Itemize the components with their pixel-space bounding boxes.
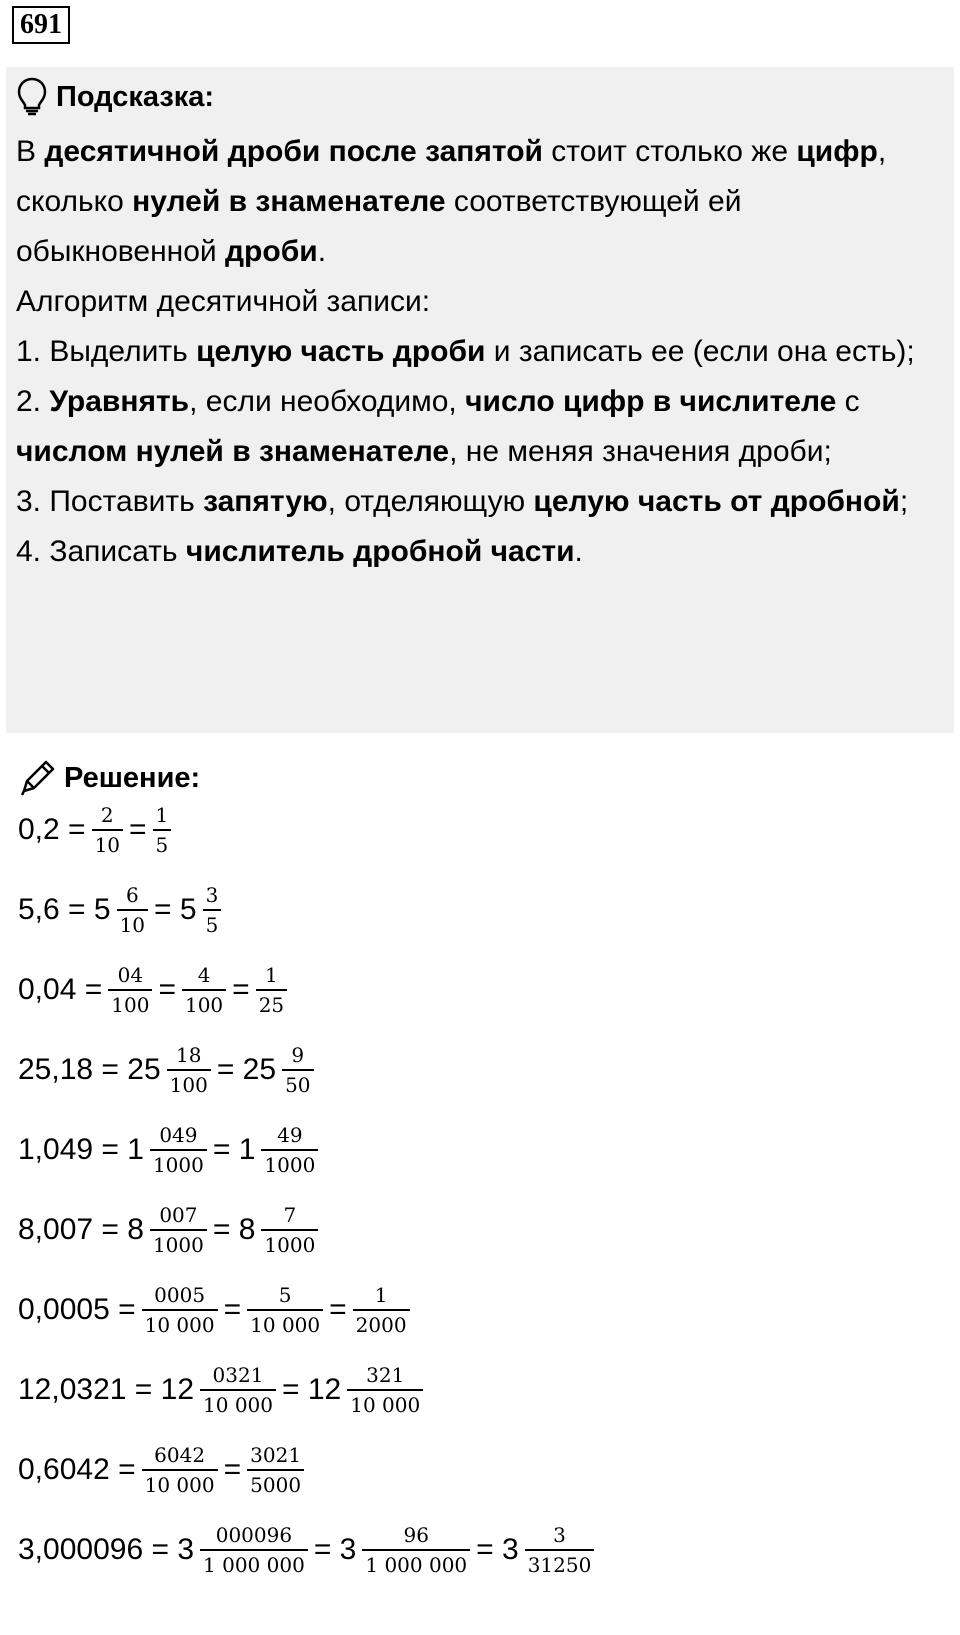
hint-paragraph [16,127,944,277]
fraction [200,1523,308,1577]
fraction-denominator: 10 000 [142,1309,218,1337]
fraction [142,1443,218,1497]
fraction-numerator: 3 [553,1523,566,1547]
hint-text-segment: ; [899,485,909,518]
fraction-numerator: 04 [117,963,144,987]
fraction-denominator: 1 000 000 [200,1549,308,1577]
hint-bold-text: числом нулей в знаменателе [16,435,450,468]
fraction-numerator: 1 [265,963,278,987]
equation-text: = 3 [476,1533,519,1566]
equation-text: 0,6042 = [18,1453,136,1486]
fraction-denominator: 1 000 000 [362,1549,470,1577]
fraction-denominator: 1000 [150,1229,207,1257]
equation-row [16,1355,427,1425]
fraction [353,1283,410,1337]
hint-bold-text: десятичной дроби после запятой [44,135,543,168]
hint-text-segment: 1. Выделить [16,335,197,368]
hint-bold-text: Уравнять [49,385,190,418]
hint-paragraph [16,477,944,527]
fraction-numerator: 049 [159,1123,198,1147]
fraction-denominator: 100 [167,1069,211,1097]
equation-row [16,1115,322,1185]
equation-text: = 3 [313,1533,357,1566]
fraction-numerator: 1 [374,1283,388,1307]
hint-text-segment: стоит столько же [542,135,797,168]
fraction [282,1043,313,1097]
equation-text: 12,0321 = 12 [18,1373,195,1406]
fraction-denominator: 10 [92,829,123,857]
fraction-numerator: 9 [291,1043,305,1067]
hint-text-segment: В [16,135,45,168]
fraction [525,1523,595,1577]
fraction-denominator: 10 000 [200,1389,276,1417]
equation-text: = [129,813,147,846]
hint-text-segment: 4. Записать [16,535,186,568]
equation-text: 0,0005 = [18,1293,136,1326]
fraction-numerator: 2 [100,803,114,827]
fraction [362,1523,470,1577]
equation-row [16,1435,308,1505]
fraction-denominator: 5 [153,829,172,857]
fraction [347,1363,423,1417]
hint-text-segment: соответствующей ей обыкновенной [16,185,742,268]
hint-text-segment: . [317,235,327,268]
fraction-denominator: 5 [203,909,222,937]
hint-paragraph [16,277,944,327]
hint-text-segment: . [574,535,583,568]
fraction-numerator: 000096 [215,1523,293,1547]
fraction-numerator: 5 [278,1283,292,1307]
equation-row [16,1275,414,1345]
equation-text: 0,04 = [18,973,103,1006]
fraction-denominator: 1000 [261,1229,318,1257]
solution-title: Решение: [64,761,201,794]
solution-heading [18,756,200,800]
hint-paragraph [16,527,944,577]
equation-text: 5,6 = 5 [18,893,111,926]
fraction-denominator: 10 [117,909,148,937]
equation-text: 25,18 = 25 [18,1053,161,1086]
hint-text-segment: , сколько [16,135,887,218]
fraction [150,1203,207,1257]
fraction [167,1043,211,1097]
hint-text-segment: , отделяющую [327,485,534,518]
hint-paragraph [16,377,944,477]
equation-text: 3,000096 = 3 [18,1533,195,1566]
fraction-numerator: 0321 [212,1363,264,1387]
fraction-denominator: 5000 [247,1469,304,1497]
fraction-numerator: 3 [205,883,219,907]
fraction [203,883,222,937]
fraction-numerator: 3021 [250,1443,302,1467]
equation-text: = [232,973,250,1006]
fraction-numerator: 007 [159,1203,198,1227]
fraction-numerator: 7 [283,1203,297,1227]
fraction-numerator: 0005 [154,1283,206,1307]
fraction-denominator: 31250 [525,1549,595,1577]
hint-box [6,67,954,733]
hint-bold-text: числитель дробной части [185,535,575,568]
fraction [261,1123,318,1177]
equation-row [16,1515,598,1585]
fraction-denominator: 100 [182,989,226,1017]
fraction [247,1283,323,1337]
fraction-denominator: 10 000 [247,1309,323,1337]
equation-text: = 8 [212,1213,256,1246]
hint-bold-text: запятую [203,485,328,518]
fraction-numerator: 96 [403,1523,429,1547]
hint-text-segment: с [836,385,860,418]
fraction-denominator: 10 000 [142,1469,218,1497]
lightbulb-icon [16,77,48,117]
fraction [200,1363,276,1417]
equation-text: = [329,1293,347,1326]
equation-text: 8,007 = 8 [18,1213,144,1246]
equation-row [16,875,225,945]
hint-bold-text: целую часть дроби [196,335,486,368]
hint-bold-text: число цифр в числителе [465,385,837,418]
hint-text-segment: , если необходимо, [189,385,466,418]
fraction-denominator: 1000 [150,1149,207,1177]
fraction [153,803,172,857]
hint-bold-text: целую часть от дробной [533,485,900,518]
fraction-numerator: 321 [366,1363,405,1387]
fraction-denominator: 2000 [353,1309,410,1337]
fraction-numerator: 6042 [154,1443,206,1467]
fraction-denominator: 10 000 [347,1389,423,1417]
fraction-numerator: 18 [176,1043,202,1067]
equation-text: = 1 [212,1133,256,1166]
hint-bold-text: нулей в знаменателе [132,185,446,218]
equation-text: = [223,1293,242,1326]
equation-text: = 12 [282,1373,342,1406]
fraction-denominator: 100 [108,989,152,1017]
hint-heading [16,75,214,119]
equation-text: = 5 [154,893,197,926]
hint-bold-text: дроби [225,235,318,268]
equation-text: = 25 [216,1053,277,1086]
equation-text: = [223,1453,242,1486]
fraction-numerator: 4 [197,963,211,987]
fraction [92,803,123,857]
fraction [182,963,226,1017]
equation-row [16,1035,318,1105]
equation-row [16,1195,322,1265]
fraction [247,1443,304,1497]
fraction-numerator: 6 [125,883,139,907]
fraction-denominator: 25 [256,989,287,1017]
hint-text-segment: , не меняя значения дроби; [449,435,832,468]
hint-text-segment: 3. Поставить [16,485,204,518]
hint-text-segment: и записать ее (если она есть); [485,335,915,368]
equation-text: 1,049 = 1 [18,1133,144,1166]
hint-text-segment: Алгоритм десятичной записи: [16,285,431,318]
fraction [117,883,148,937]
fraction-numerator: 1 [155,803,169,827]
fraction [256,963,287,1017]
task-number: 691 [12,6,70,44]
hint-title: Подсказка: [56,80,215,113]
hint-text-segment: 2. [16,385,50,418]
fraction-denominator: 1000 [261,1149,318,1177]
fraction [261,1203,318,1257]
fraction-numerator: 49 [277,1123,303,1147]
equation-row [16,795,175,865]
hint-text [16,127,944,577]
pencil-icon [18,759,56,797]
equation-text: 0,2 = [18,813,86,846]
fraction [108,963,152,1017]
fraction [150,1123,207,1177]
equation-text: = [158,973,176,1006]
hint-bold-text: цифр [796,135,878,168]
hint-paragraph [16,327,944,377]
fraction [142,1283,218,1337]
equation-row [16,955,291,1025]
fraction-denominator: 50 [282,1069,313,1097]
